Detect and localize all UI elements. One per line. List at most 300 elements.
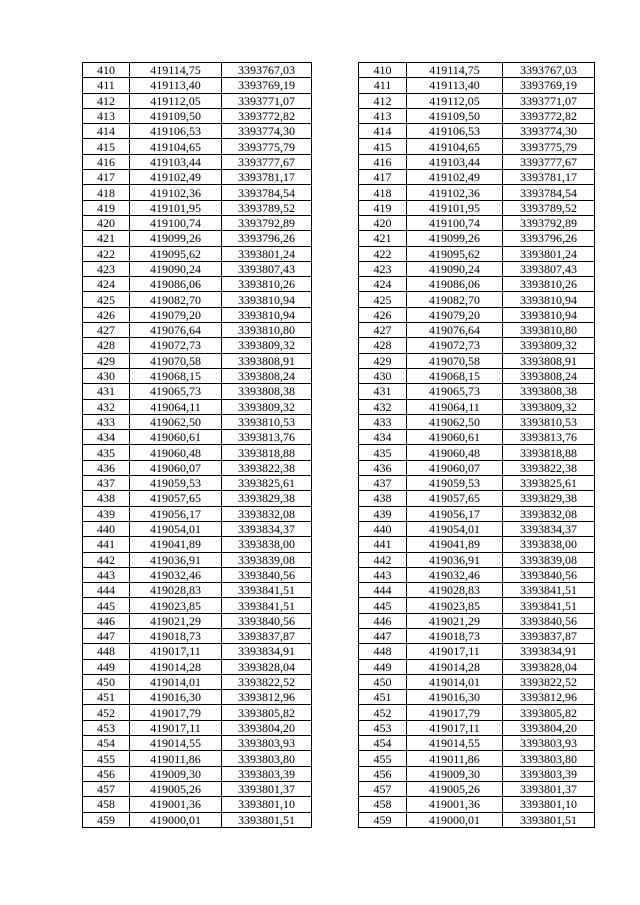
y-coordinate-cell: 3393834,91 [222,644,312,659]
empty-separator-cell [312,170,359,185]
point-number-cell: 452 [83,705,130,720]
y-coordinate-cell: 3393801,24 [503,246,595,261]
table-row [83,430,359,445]
table-row [359,751,595,766]
x-coordinate-cell: 419103,44 [130,154,222,169]
point-number-cell: 458 [83,797,130,812]
point-number-cell: 435 [359,445,407,460]
table-row [83,781,359,796]
point-number-cell: 413 [359,108,407,123]
table-row [359,63,595,78]
x-coordinate-cell: 419112,05 [407,93,503,108]
table-row [359,445,595,460]
x-coordinate-cell: 419005,26 [407,781,503,796]
table-row [359,644,595,659]
table-row [359,460,595,475]
x-coordinate-cell: 419070,58 [130,353,222,368]
table-row [83,170,359,185]
table-row [83,292,359,307]
x-coordinate-cell: 419016,30 [130,690,222,705]
empty-separator-cell [312,185,359,200]
empty-separator-cell [312,598,359,613]
x-coordinate-cell: 419032,46 [407,567,503,582]
x-coordinate-cell: 419036,91 [130,552,222,567]
table-row [83,537,359,552]
x-coordinate-cell: 419000,01 [130,812,222,827]
y-coordinate-cell: 3393792,89 [503,215,595,230]
table-row [359,567,595,582]
x-coordinate-cell: 419056,17 [130,506,222,521]
x-coordinate-cell: 419032,46 [130,567,222,582]
x-coordinate-cell: 419014,01 [130,674,222,689]
y-coordinate-cell: 3393803,39 [222,766,312,781]
x-coordinate-cell: 419100,74 [407,215,503,230]
y-coordinate-cell: 3393769,19 [222,78,312,93]
table-row [359,261,595,276]
y-coordinate-cell: 3393803,80 [503,751,595,766]
table-row [359,674,595,689]
x-coordinate-cell: 419056,17 [407,506,503,521]
table-row [359,705,595,720]
table-row [83,491,359,506]
point-number-cell: 433 [359,414,407,429]
x-coordinate-cell: 419079,20 [130,307,222,322]
table-row [83,261,359,276]
table-row [83,323,359,338]
y-coordinate-cell: 3393771,07 [222,93,312,108]
point-number-cell: 458 [359,797,407,812]
point-number-cell: 416 [359,154,407,169]
point-number-cell: 437 [359,476,407,491]
empty-separator-cell [312,476,359,491]
x-coordinate-cell: 419009,30 [130,766,222,781]
table-row [359,583,595,598]
x-coordinate-cell: 419099,26 [130,231,222,246]
x-coordinate-cell: 419028,83 [407,583,503,598]
point-number-cell: 432 [83,399,130,414]
point-number-cell: 418 [83,185,130,200]
table-row [83,476,359,491]
y-coordinate-cell: 3393829,38 [222,491,312,506]
table-row [83,338,359,353]
table-row [359,552,595,567]
empty-separator-cell [312,292,359,307]
table-row [359,185,595,200]
x-coordinate-cell: 419102,49 [407,170,503,185]
x-coordinate-cell: 419001,36 [407,797,503,812]
point-number-cell: 431 [359,384,407,399]
empty-separator-cell [312,399,359,414]
x-coordinate-cell: 419082,70 [130,292,222,307]
y-coordinate-cell: 3393769,19 [503,78,595,93]
table-row [83,63,359,78]
empty-separator-cell [312,674,359,689]
table-row [83,598,359,613]
x-coordinate-cell: 419060,48 [130,445,222,460]
coordinate-table-right [358,62,595,828]
x-coordinate-cell: 419101,95 [407,200,503,215]
table-row [83,644,359,659]
x-coordinate-cell: 419106,53 [407,124,503,139]
x-coordinate-cell: 419109,50 [407,108,503,123]
x-coordinate-cell: 419021,29 [130,613,222,628]
x-coordinate-cell: 419001,36 [130,797,222,812]
empty-separator-cell [312,644,359,659]
table-row [359,124,595,139]
empty-separator-cell [312,751,359,766]
empty-separator-cell [312,583,359,598]
point-number-cell: 423 [83,261,130,276]
point-number-cell: 438 [359,491,407,506]
empty-separator-cell [312,720,359,735]
empty-separator-cell [312,78,359,93]
point-number-cell: 423 [359,261,407,276]
point-number-cell: 453 [359,720,407,735]
x-coordinate-cell: 419086,06 [407,277,503,292]
y-coordinate-cell: 3393841,51 [503,583,595,598]
table-row [359,215,595,230]
point-number-cell: 419 [359,200,407,215]
point-number-cell: 425 [83,292,130,307]
x-coordinate-cell: 419041,89 [407,537,503,552]
x-coordinate-cell: 419057,65 [130,491,222,506]
table-row [83,705,359,720]
point-number-cell: 445 [359,598,407,613]
y-coordinate-cell: 3393838,00 [503,537,595,552]
empty-separator-cell [312,766,359,781]
x-coordinate-cell: 419068,15 [407,368,503,383]
table-row [83,353,359,368]
x-coordinate-cell: 419072,73 [130,338,222,353]
x-coordinate-cell: 419023,85 [130,598,222,613]
y-coordinate-cell: 3393810,80 [222,323,312,338]
y-coordinate-cell: 3393805,82 [503,705,595,720]
empty-separator-cell [312,124,359,139]
y-coordinate-cell: 3393774,30 [222,124,312,139]
x-coordinate-cell: 419057,65 [407,491,503,506]
y-coordinate-cell: 3393822,52 [222,674,312,689]
table-row [359,812,595,827]
x-coordinate-cell: 419102,36 [407,185,503,200]
x-coordinate-cell: 419011,86 [407,751,503,766]
table-row [83,200,359,215]
y-coordinate-cell: 3393792,89 [222,215,312,230]
point-number-cell: 414 [359,124,407,139]
point-number-cell: 440 [359,521,407,536]
table-row [359,231,595,246]
point-number-cell: 444 [83,583,130,598]
y-coordinate-cell: 3393808,38 [503,384,595,399]
y-coordinate-cell: 3393803,93 [503,736,595,751]
table-row [359,797,595,812]
empty-separator-cell [312,797,359,812]
point-number-cell: 451 [83,690,130,705]
point-number-cell: 412 [359,93,407,108]
point-number-cell: 424 [359,277,407,292]
table-row [359,414,595,429]
empty-separator-cell [312,781,359,796]
y-coordinate-cell: 3393810,94 [222,292,312,307]
point-number-cell: 447 [359,628,407,643]
empty-separator-cell [312,215,359,230]
x-coordinate-cell: 419036,91 [407,552,503,567]
x-coordinate-cell: 419018,73 [130,628,222,643]
table-row [359,720,595,735]
y-coordinate-cell: 3393774,30 [503,124,595,139]
table-row [83,720,359,735]
table-row [83,583,359,598]
x-coordinate-cell: 419005,26 [130,781,222,796]
x-coordinate-cell: 419076,64 [130,323,222,338]
x-coordinate-cell: 419060,07 [130,460,222,475]
y-coordinate-cell: 3393804,20 [503,720,595,735]
table-row [359,139,595,154]
point-number-cell: 436 [359,460,407,475]
point-number-cell: 443 [83,567,130,582]
y-coordinate-cell: 3393810,26 [503,277,595,292]
table-row [83,231,359,246]
table-row [359,368,595,383]
point-number-cell: 441 [359,537,407,552]
y-coordinate-cell: 3393803,93 [222,736,312,751]
point-number-cell: 451 [359,690,407,705]
x-coordinate-cell: 419028,83 [130,583,222,598]
x-coordinate-cell: 419102,36 [130,185,222,200]
x-coordinate-cell: 419065,73 [130,384,222,399]
y-coordinate-cell: 3393808,91 [222,353,312,368]
x-coordinate-cell: 419059,53 [130,476,222,491]
y-coordinate-cell: 3393812,96 [503,690,595,705]
y-coordinate-cell: 3393832,08 [503,506,595,521]
y-coordinate-cell: 3393825,61 [222,476,312,491]
point-number-cell: 426 [83,307,130,322]
y-coordinate-cell: 3393839,08 [503,552,595,567]
table-row [83,185,359,200]
y-coordinate-cell: 3393828,04 [222,659,312,674]
y-coordinate-cell: 3393803,80 [222,751,312,766]
x-coordinate-cell: 419086,06 [130,277,222,292]
point-number-cell: 427 [83,323,130,338]
x-coordinate-cell: 419102,49 [130,170,222,185]
y-coordinate-cell: 3393772,82 [222,108,312,123]
y-coordinate-cell: 3393807,43 [222,261,312,276]
table-row [359,338,595,353]
y-coordinate-cell: 3393808,24 [503,368,595,383]
point-number-cell: 446 [83,613,130,628]
y-coordinate-cell: 3393801,51 [503,812,595,827]
point-number-cell: 456 [83,766,130,781]
y-coordinate-cell: 3393818,88 [503,445,595,460]
x-coordinate-cell: 419082,70 [407,292,503,307]
table-row [83,506,359,521]
y-coordinate-cell: 3393841,51 [503,598,595,613]
y-coordinate-cell: 3393796,26 [503,231,595,246]
x-coordinate-cell: 419076,64 [407,323,503,338]
point-number-cell: 417 [359,170,407,185]
x-coordinate-cell: 419014,55 [130,736,222,751]
table-row [359,292,595,307]
x-coordinate-cell: 419103,44 [407,154,503,169]
table-row [83,368,359,383]
y-coordinate-cell: 3393822,38 [503,460,595,475]
y-coordinate-cell: 3393771,07 [503,93,595,108]
table-row [83,552,359,567]
point-number-cell: 416 [83,154,130,169]
point-number-cell: 410 [83,63,130,78]
table-row [83,766,359,781]
y-coordinate-cell: 3393810,80 [503,323,595,338]
point-number-cell: 420 [359,215,407,230]
table-row [83,108,359,123]
empty-separator-cell [312,690,359,705]
y-coordinate-cell: 3393777,67 [503,154,595,169]
point-number-cell: 436 [83,460,130,475]
table-row [359,108,595,123]
y-coordinate-cell: 3393801,10 [503,797,595,812]
y-coordinate-cell: 3393801,10 [222,797,312,812]
empty-separator-cell [312,246,359,261]
empty-separator-cell [312,277,359,292]
x-coordinate-cell: 419095,62 [130,246,222,261]
x-coordinate-cell: 419090,24 [407,261,503,276]
point-number-cell: 418 [359,185,407,200]
point-number-cell: 412 [83,93,130,108]
y-coordinate-cell: 3393809,32 [222,399,312,414]
table-row [359,491,595,506]
table-row [83,736,359,751]
point-number-cell: 414 [83,124,130,139]
y-coordinate-cell: 3393812,96 [222,690,312,705]
empty-separator-cell [312,63,359,78]
y-coordinate-cell: 3393841,51 [222,598,312,613]
y-coordinate-cell: 3393834,37 [222,521,312,536]
x-coordinate-cell: 419014,55 [407,736,503,751]
x-coordinate-cell: 419060,48 [407,445,503,460]
empty-separator-cell [312,139,359,154]
point-number-cell: 415 [359,139,407,154]
x-coordinate-cell: 419060,61 [130,430,222,445]
point-number-cell: 457 [83,781,130,796]
table-row [83,674,359,689]
y-coordinate-cell: 3393801,37 [503,781,595,796]
y-coordinate-cell: 3393809,32 [503,399,595,414]
y-coordinate-cell: 3393808,38 [222,384,312,399]
y-coordinate-cell: 3393840,56 [222,567,312,582]
table-row [359,170,595,185]
x-coordinate-cell: 419017,79 [407,705,503,720]
point-number-cell: 440 [83,521,130,536]
x-coordinate-cell: 419101,95 [130,200,222,215]
x-coordinate-cell: 419017,11 [130,644,222,659]
x-coordinate-cell: 419072,73 [407,338,503,353]
x-coordinate-cell: 419009,30 [407,766,503,781]
table-row [83,751,359,766]
table-row [359,736,595,751]
y-coordinate-cell: 3393840,56 [222,613,312,628]
coordinate-table-left [82,62,359,828]
x-coordinate-cell: 419070,58 [407,353,503,368]
y-coordinate-cell: 3393810,53 [503,414,595,429]
y-coordinate-cell: 3393805,82 [222,705,312,720]
point-number-cell: 432 [359,399,407,414]
x-coordinate-cell: 419017,11 [407,720,503,735]
y-coordinate-cell: 3393803,39 [503,766,595,781]
point-number-cell: 421 [359,231,407,246]
point-number-cell: 430 [359,368,407,383]
x-coordinate-cell: 419016,30 [407,690,503,705]
y-coordinate-cell: 3393801,24 [222,246,312,261]
x-coordinate-cell: 419112,05 [130,93,222,108]
y-coordinate-cell: 3393832,08 [222,506,312,521]
table-row [359,537,595,552]
empty-separator-cell [312,200,359,215]
point-number-cell: 450 [83,674,130,689]
empty-separator-cell [312,659,359,674]
x-coordinate-cell: 419060,61 [407,430,503,445]
table-row [359,659,595,674]
x-coordinate-cell: 419014,01 [407,674,503,689]
empty-separator-cell [312,323,359,338]
empty-separator-cell [312,628,359,643]
point-number-cell: 435 [83,445,130,460]
table-row [359,598,595,613]
x-coordinate-cell: 419100,74 [130,215,222,230]
point-number-cell: 429 [83,353,130,368]
x-coordinate-cell: 419011,86 [130,751,222,766]
point-number-cell: 455 [83,751,130,766]
table-row [83,797,359,812]
x-coordinate-cell: 419068,15 [130,368,222,383]
point-number-cell: 444 [359,583,407,598]
x-coordinate-cell: 419000,01 [407,812,503,827]
empty-separator-cell [312,567,359,582]
table-row [359,353,595,368]
table-row [83,307,359,322]
y-coordinate-cell: 3393813,76 [222,430,312,445]
y-coordinate-cell: 3393838,00 [222,537,312,552]
point-number-cell: 415 [83,139,130,154]
table-row [83,78,359,93]
empty-separator-cell [312,353,359,368]
y-coordinate-cell: 3393775,79 [222,139,312,154]
x-coordinate-cell: 419054,01 [130,521,222,536]
x-coordinate-cell: 419114,75 [407,63,503,78]
x-coordinate-cell: 419099,26 [407,231,503,246]
x-coordinate-cell: 419064,11 [130,399,222,414]
table-row [359,246,595,261]
table-row [359,430,595,445]
table-row [83,246,359,261]
empty-separator-cell [312,491,359,506]
point-number-cell: 459 [83,812,130,827]
point-number-cell: 445 [83,598,130,613]
x-coordinate-cell: 419041,89 [130,537,222,552]
x-coordinate-cell: 419095,62 [407,246,503,261]
table-row [83,93,359,108]
y-coordinate-cell: 3393784,54 [503,185,595,200]
point-number-cell: 410 [359,63,407,78]
table-row [359,200,595,215]
empty-separator-cell [312,521,359,536]
x-coordinate-cell: 419021,29 [407,613,503,628]
y-coordinate-cell: 3393767,03 [222,63,312,78]
x-coordinate-cell: 419079,20 [407,307,503,322]
table-row [83,277,359,292]
x-coordinate-cell: 419109,50 [130,108,222,123]
table-row [83,399,359,414]
point-number-cell: 438 [83,491,130,506]
table-row [359,690,595,705]
